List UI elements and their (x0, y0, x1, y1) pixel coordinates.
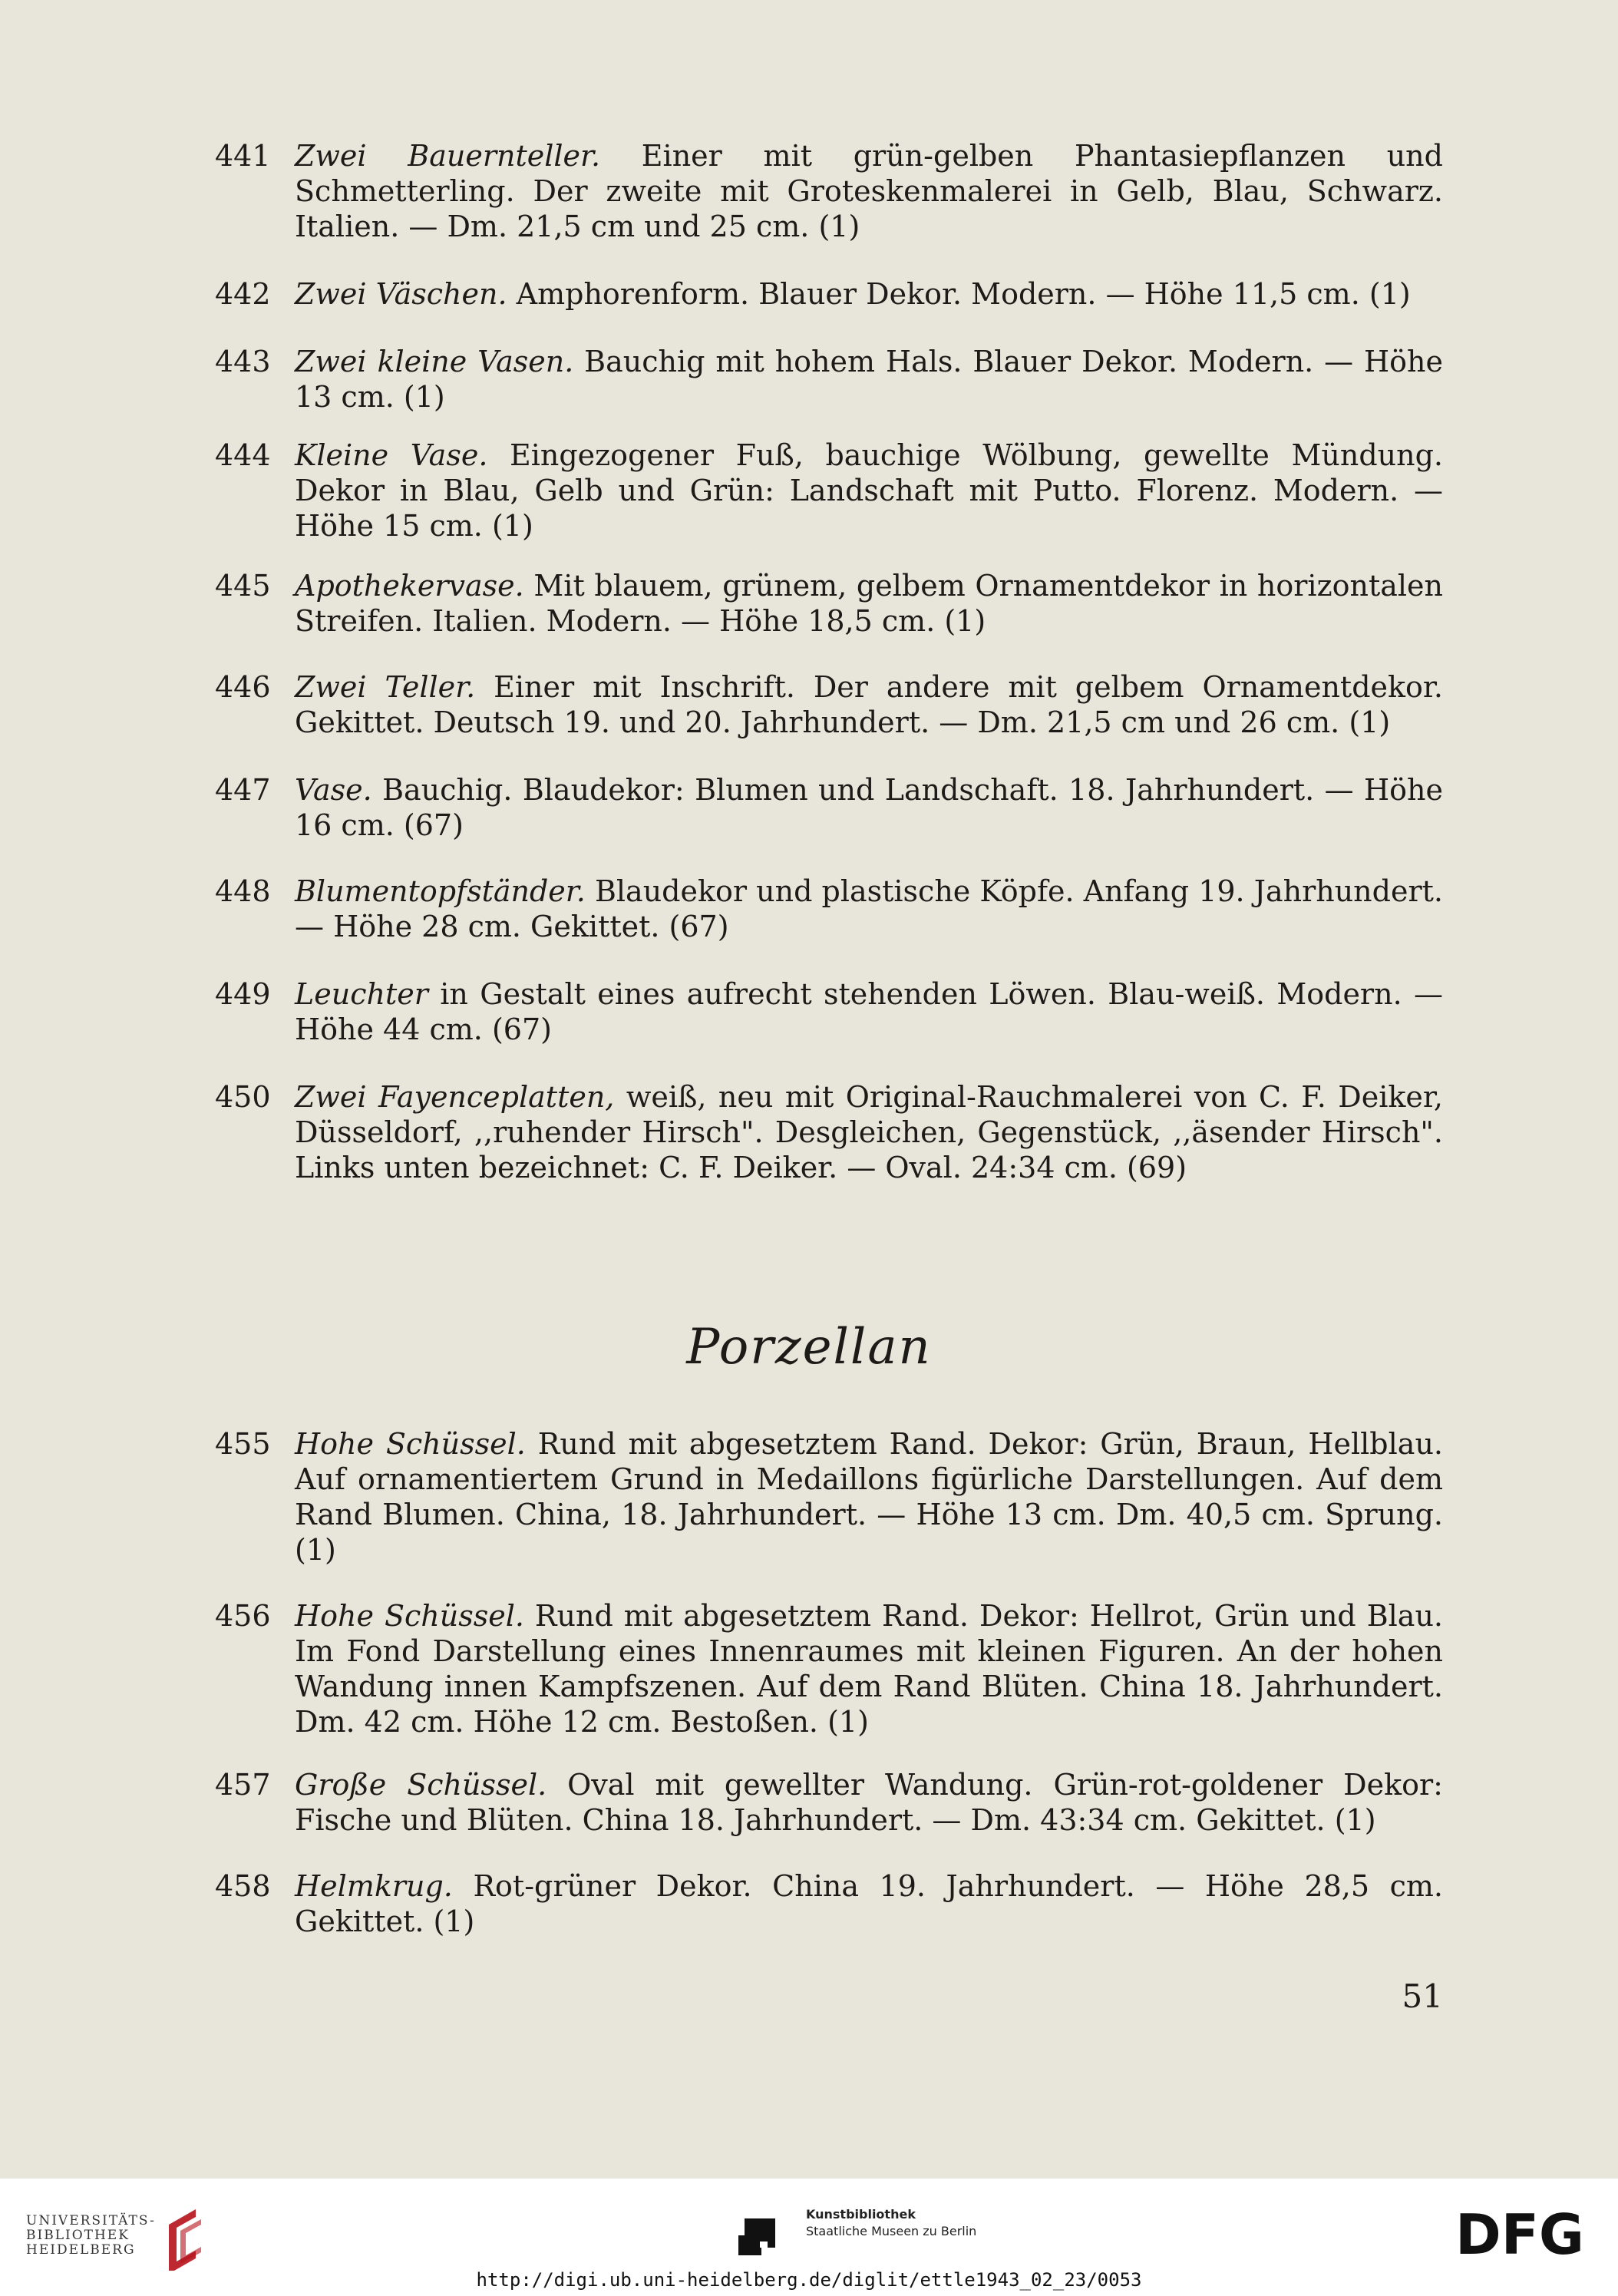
entry-description: Mit blauem, grünem, gelbem Ornamentdekor in horizontalen Streifen. Italien. Modern. — Höhe 18,5 cm. (1) (295, 569, 1443, 638)
entry-number: 457 (215, 1768, 271, 1802)
dfg-logo-text: DFG (1455, 2208, 1585, 2261)
entry-title: Große Schüssel. (295, 1768, 547, 1802)
entry-description: Bauchig mit hohem Hals. Blauer Dekor. Modern. — Höhe 13 cm. (1) (295, 345, 1444, 414)
entry-title: Zwei kleine Vasen. (295, 345, 574, 378)
section-title: Porzellan (686, 1319, 932, 1376)
kunstbibliothek-logo-icon (737, 2205, 798, 2266)
entry-number: 441 (215, 139, 271, 173)
entry-description: Blaudekor und plastische Köpfe. Anfang 19. Jahrhundert. — Höhe 28 cm. Gekittet. (67) (295, 874, 1443, 943)
catalog-entry-442 (215, 276, 1443, 312)
entry-title: Zwei Fayenceplatten, (295, 1080, 615, 1114)
catalog-entry-449 (215, 976, 1443, 1047)
entry-title: Apothekervase. (295, 569, 524, 603)
catalog-entry-447 (215, 772, 1443, 843)
entry-number: 450 (215, 1080, 271, 1114)
entry-number: 456 (215, 1599, 271, 1633)
entry-title: Helmkrug. (295, 1869, 453, 1903)
entry-title: Zwei Väschen. (295, 277, 507, 311)
entry-description: weiß, neu mit Original-Rauchmalerei von C. F. Deiker, Düsseldorf, ,,ruhender Hirsch". Desgleichen, Gegenstück, ,,äsender Hirsch". Links unten bezeichnet: C. F. Deiker. — Oval. 24:34 cm. (69) (295, 1080, 1443, 1184)
entry-number: 458 (215, 1869, 271, 1903)
catalog-entry-458 (215, 1868, 1443, 1939)
entry-description: Oval mit gewellter Wandung. Grün-rot-goldener Dekor: Fische und Blüten. China 18. Jahrhundert. — Dm. 43:34 cm. Gekittet. (1) (295, 1768, 1443, 1837)
entry-number: 449 (215, 977, 271, 1011)
entry-description: Rot-grüner Dekor. China 19. Jahrhundert. — Höhe 28,5 cm. Gekittet. (1) (295, 1869, 1443, 1938)
dfg-logo (1443, 2208, 1597, 2261)
entry-description: Einer mit Inschrift. Der andere mit gelbem Ornamentdekor. Gekittet. Deutsch 19. und 20. Jahrhundert. — Dm. 21,5 cm und 26 cm. (1) (295, 670, 1443, 739)
entry-number: 448 (215, 874, 271, 908)
catalog-entry-441 (215, 138, 1443, 244)
kunstbibliothek-text: Kunstbibliothek Staatliche Museen zu Berlin (806, 2207, 977, 2238)
catalog-entry-448 (215, 874, 1443, 944)
entry-number: 443 (215, 345, 271, 378)
page-number: 51 (1402, 1977, 1443, 2015)
entry-title: Zwei Teller. (295, 670, 476, 704)
entry-number: 444 (215, 438, 271, 472)
catalog-entry-443 (215, 344, 1443, 415)
entry-description: in Gestalt eines aufrecht stehenden Löwen. Blau-weiß. Modern. — Höhe 44 cm. (67) (295, 977, 1443, 1046)
catalog-entry-455 (215, 1426, 1443, 1568)
source-url[interactable]: http://digi.ub.uni-heidelberg.de/diglit/ettle1943_02_23/0053 (476, 2269, 1142, 2291)
entry-title: Hohe Schüssel. (295, 1599, 524, 1633)
entry-title: Vase. (295, 773, 372, 807)
entry-description: Amphorenform. Blauer Dekor. Modern. — Höhe 11,5 cm. (1) (507, 277, 1411, 311)
footer-bar (0, 2179, 1618, 2296)
catalog-entry-456 (215, 1598, 1443, 1739)
entry-description: Bauchig. Blaudekor: Blumen und Landschaft. 18. Jahrhundert. — Höhe 16 cm. (67) (295, 773, 1443, 842)
entry-title: Leuchter (295, 977, 428, 1011)
entry-description: Einer mit grün-gelben Phantasiepflanzen und Schmetterling. Der zweite mit Groteskenmalerei in Gelb, Blau, Schwarz. Italien. — Dm. 21,5 cm und 25 cm. (1) (295, 139, 1443, 243)
entry-number: 445 (215, 569, 271, 603)
catalog-entry-446 (215, 669, 1443, 740)
entry-title: Kleine Vase. (295, 438, 488, 472)
entry-number: 447 (215, 773, 271, 807)
entry-title: Hohe Schüssel. (295, 1427, 526, 1461)
entry-description: Rund mit abgesetztem Rand. Dekor: Grün, Braun, Hellblau. Auf ornamentiertem Grund in Medaillons figürliche Darstellungen. Auf dem Rand Blumen. China, 18. Jahrhundert. — Höhe 13 cm. Dm. 40,5 cm. Sprung. (1) (295, 1427, 1443, 1567)
entry-number: 455 (215, 1427, 271, 1461)
catalog-entry-450 (215, 1079, 1443, 1185)
catalog-entry-457 (215, 1767, 1443, 1838)
entry-title: Zwei Bauernteller. (295, 139, 601, 173)
entry-description: Rund mit abgesetztem Rand. Dekor: Hellrot, Grün und Blau. Im Fond Darstellung eines Innenraumes mit kleinen Figuren. An der hohen Wandung innen Kampfszenen. Auf dem Rand Blüten. China 18. Jahrhundert. Dm. 42 cm. Höhe 12 cm. Bestoßen. (1) (295, 1599, 1443, 1739)
university-library-text: UNIVERSITÄTS- BIBLIOTHEK HEIDELBERG (26, 2213, 156, 2258)
entry-title: Blumentopfständer. (295, 874, 586, 908)
entry-number: 442 (215, 277, 271, 311)
catalog-entry-445 (215, 568, 1443, 639)
entry-description: Eingezogener Fuß, bauchige Wölbung, gewellte Mündung. Dekor in Blau, Gelb und Grün: Landschaft mit Putto. Florenz. Modern. — Höhe 15 cm. (1) (295, 438, 1443, 543)
entry-number: 446 (215, 670, 271, 704)
catalog-entry-444 (215, 438, 1443, 543)
